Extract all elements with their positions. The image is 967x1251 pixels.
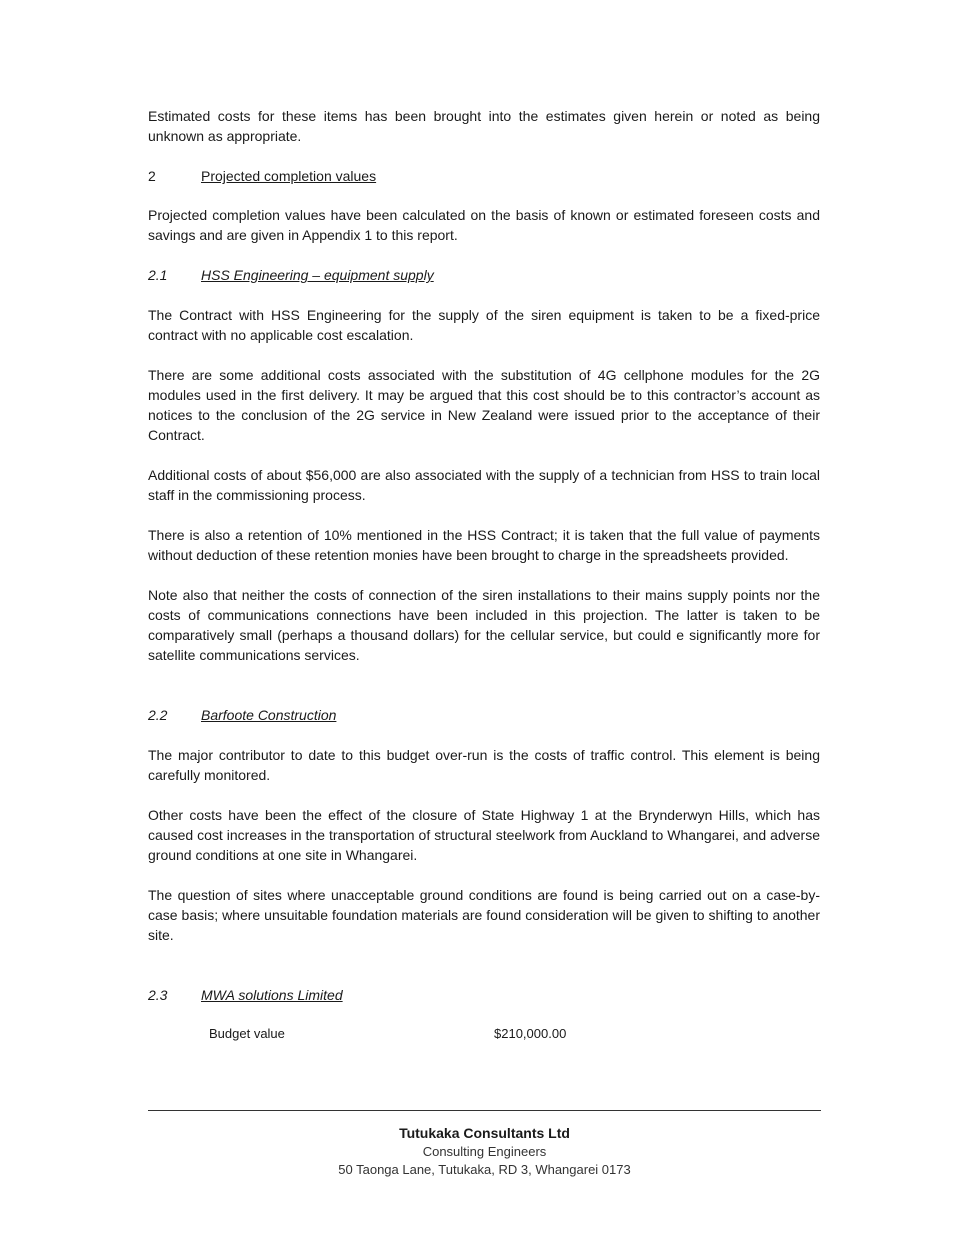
budget-value: $210,000.00	[494, 1026, 567, 1041]
paragraph: The question of sites where unacceptable ground conditions are found is being carried out on a case-by-case basis; where unsuitable foundation materials are found consideration will be given to shifting to another site.	[148, 887, 820, 943]
paragraph: Other costs have been the effect of the closure of State Highway 1 at the Brynderwyn Hills, which has caused cost increases in the transportation of structural steelwork from Auckland to Whangarei, and adverse ground conditions at one site in Whangarei.	[148, 807, 820, 863]
section-heading-2-2	[148, 705, 820, 725]
section-number: 2.1	[148, 267, 168, 283]
document-page	[148, 106, 820, 1044]
paragraph: There are some additional costs associated with the substitution of 4G cellphone modules for the 2G modules used in the first delivery. It may be argued that this cost should be to this contractor’s account as notices to the conclusion of the 2G service in New Zealand were issued prior to the acceptance of their Contract.	[148, 367, 820, 443]
budget-label: Budget value	[209, 1026, 285, 1041]
section-number: 2.3	[148, 987, 168, 1003]
paragraph: Additional costs of about $56,000 are also associated with the supply of a technician from HSS to train local staff in the commissioning process.	[148, 467, 820, 503]
paragraph: Estimated costs for these items has been brought into the estimates given herein or noted as being unknown as appropriate.	[148, 108, 820, 144]
footer-address: 50 Taonga Lane, Tutukaka, RD 3, Whangarei 0173	[338, 1162, 631, 1177]
footer-company: Tutukaka Consultants Ltd	[399, 1125, 570, 1141]
section-number: 2.2	[148, 707, 168, 723]
section-title: Barfoote Construction	[201, 707, 337, 723]
section-number: 2	[148, 168, 156, 184]
section-heading-2-3	[148, 985, 820, 1005]
section-title: HSS Engineering – equipment supply	[201, 267, 434, 283]
footer-subtitle: Consulting Engineers	[422, 1144, 547, 1159]
paragraph: The Contract with HSS Engineering for the supply of the siren equipment is taken to be a fixed-price contract with no applicable cost escalation.	[148, 307, 820, 343]
paragraph: Projected completion values have been calculated on the basis of known or estimated foreseen costs and savings and are given in Appendix 1 to this report.	[148, 207, 820, 243]
paragraph: Note also that neither the costs of connection of the siren installations to their mains supply points nor the costs of communications connections have been included in this projection. The latter is taken to be comparatively small (perhaps a thousand dollars) for the cellular service, but could e significantly more for satellite communications services.	[148, 587, 820, 663]
budget-row	[148, 1024, 820, 1044]
section-title: MWA solutions Limited	[201, 987, 343, 1003]
section-title: Projected completion values	[201, 168, 377, 184]
paragraph: The major contributor to date to this budget over-run is the costs of traffic control. This element is being carefully monitored.	[148, 747, 820, 783]
paragraph: There is also a retention of 10% mentioned in the HSS Contract; it is taken that the full value of payments without deduction of these retention monies have been brought to charge in the spreadsheets provided.	[148, 527, 820, 563]
page-footer	[148, 1110, 821, 1179]
section-heading-2-1	[148, 265, 820, 285]
section-heading-2	[148, 166, 820, 186]
